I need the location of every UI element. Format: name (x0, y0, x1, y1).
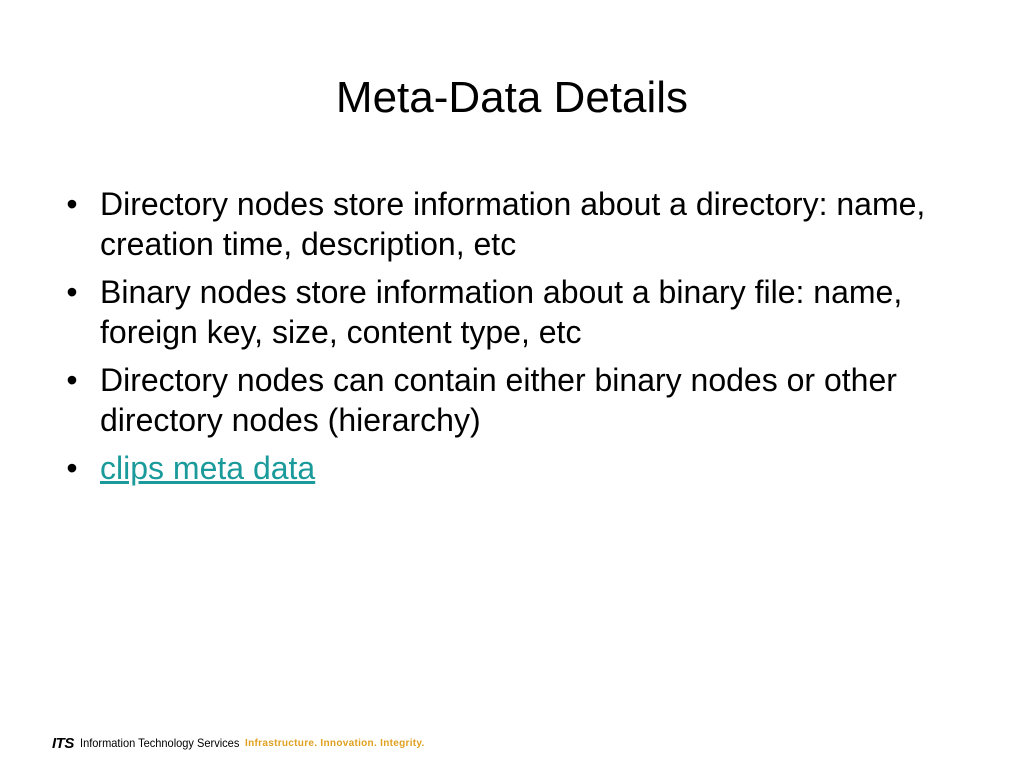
bullet-item (60, 448, 980, 488)
bullet-marker: • (66, 450, 78, 486)
slide-title: Meta-Data Details (335, 73, 689, 122)
bullet-list (60, 184, 980, 496)
bullet-text: Directory nodes store information about a directory: name, creation time, description, etc (100, 186, 926, 262)
bullet-marker: • (66, 274, 78, 310)
footer-organization: Information Technology Services (79, 736, 240, 750)
bullet-item (60, 272, 980, 352)
bullet-text: Binary nodes store information about a binary file: name, foreign key, size, content type, etc (100, 274, 903, 350)
bullet-marker: • (66, 362, 78, 398)
footer (52, 733, 425, 753)
bullet-text: Directory nodes can contain either binary nodes or other directory nodes (hierarchy) (100, 362, 897, 438)
bullet-item (60, 184, 980, 264)
bullet-marker: • (66, 186, 78, 222)
footer-tagline: Infrastructure. Innovation. Integrity. (245, 737, 425, 749)
clips-meta-data-link[interactable]: clips meta data (100, 450, 316, 486)
bullet-item (60, 360, 980, 440)
its-logo: ITS (52, 734, 74, 752)
